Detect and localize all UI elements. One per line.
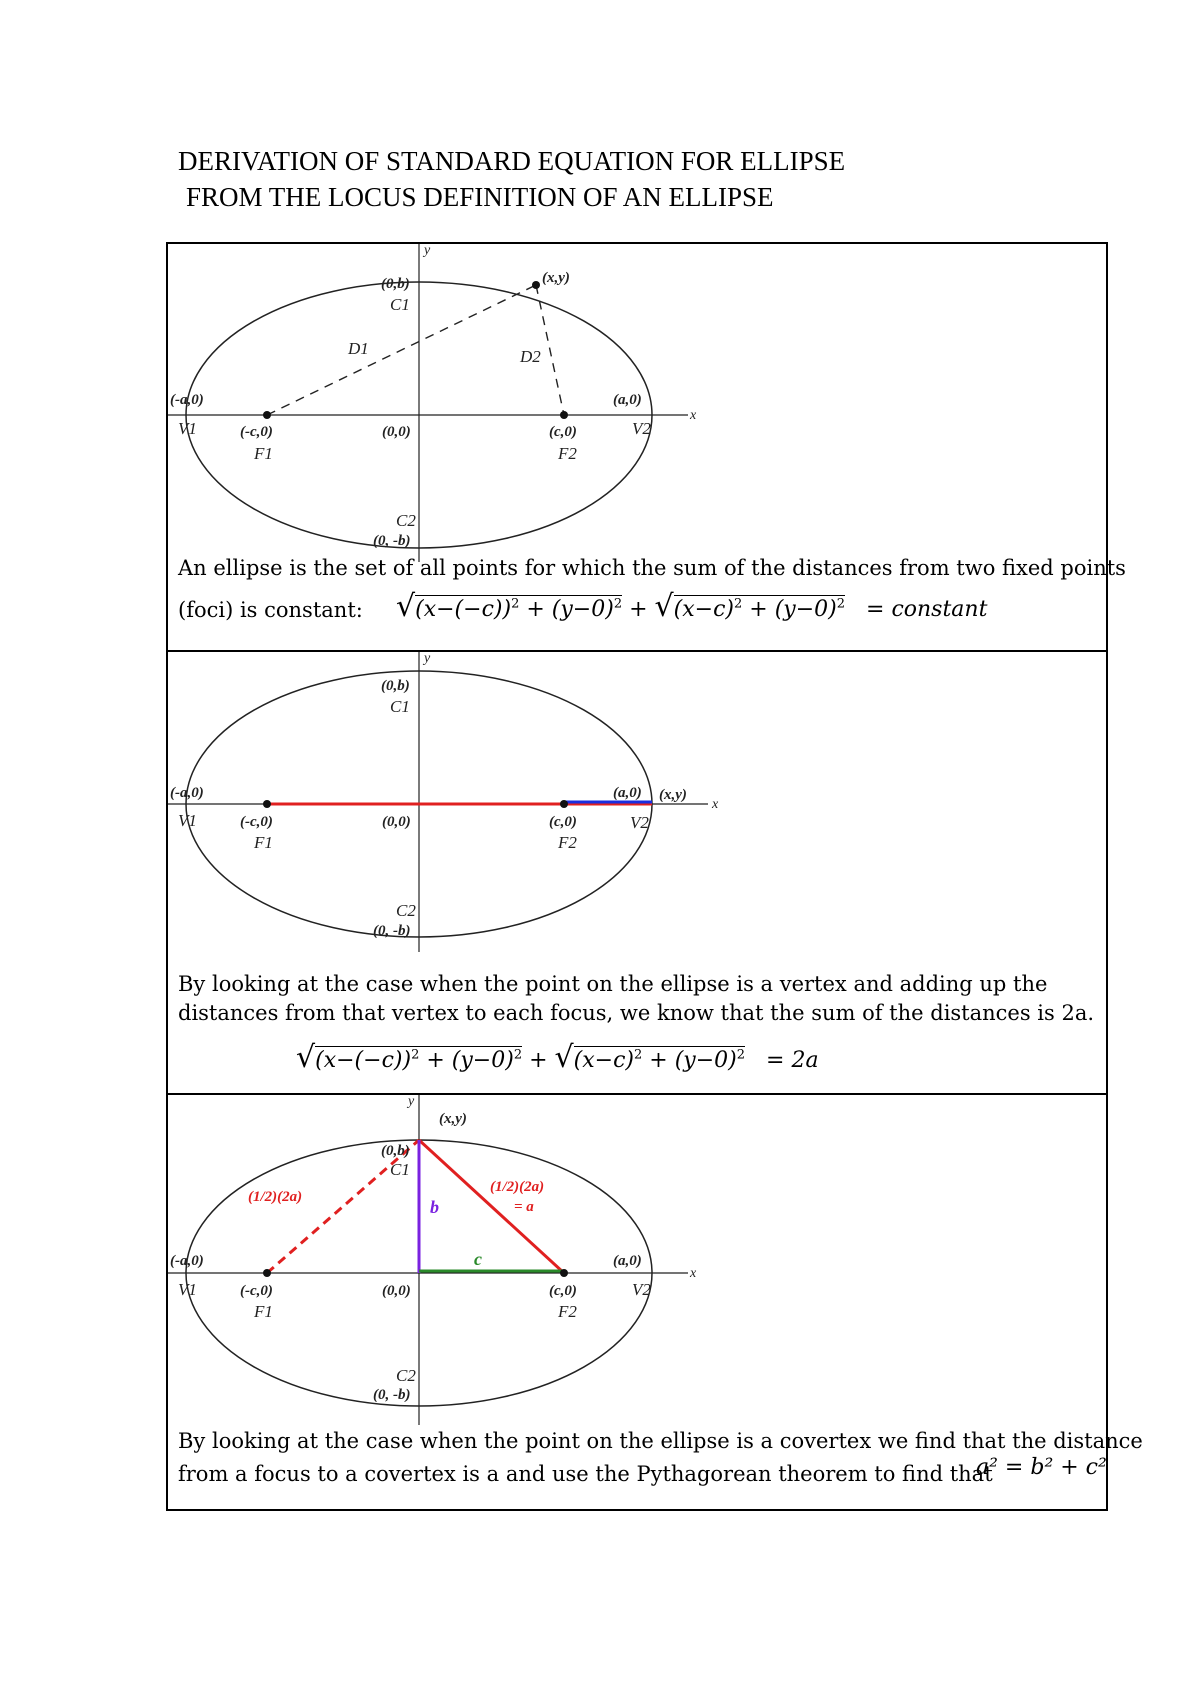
- origin-label: (0,0): [382, 1283, 411, 1299]
- c1-label: C1: [390, 697, 410, 716]
- focus-f2-dot: [560, 800, 568, 808]
- v2-label: V2: [630, 813, 649, 832]
- panel3-text-line-2: from a focus to a covertex is a and use the Pythagorean theorem to find that: [178, 1462, 993, 1486]
- f2-label: F2: [558, 444, 577, 463]
- v2-label: V2: [632, 419, 651, 438]
- covertex-bottom-label: (0, -b): [373, 533, 411, 549]
- vertex-left-label: (-a,0): [170, 1253, 204, 1269]
- focus-left-label: (-c,0): [240, 424, 273, 440]
- half-2a-label-right: (1/2)(2a): [490, 1179, 545, 1195]
- c2-label: C2: [396, 901, 416, 920]
- covertex-top-label: (0,b): [381, 276, 410, 292]
- y-axis-label: y: [408, 1095, 415, 1109]
- point-xy-dot: [532, 281, 540, 289]
- point-xy-label: (x,y): [659, 787, 687, 803]
- point-xy-label: (x,y): [439, 1111, 467, 1127]
- covertex-bottom-label: (0, -b): [373, 923, 411, 939]
- focus-right-label: (c,0): [549, 814, 577, 830]
- focus-f2-dot: [560, 411, 568, 419]
- covertex-bottom-label: (0, -b): [373, 1387, 411, 1403]
- point-xy-label: (x,y): [542, 270, 570, 286]
- vertex-left-label: (-a,0): [170, 392, 204, 408]
- y-axis-label: y: [424, 652, 431, 666]
- v1-label: V1: [178, 811, 197, 830]
- panel1-text-line-2: (foci) is constant:: [178, 598, 363, 622]
- pythagorean-equation: [976, 1455, 1107, 1480]
- origin-label: (0,0): [382, 424, 411, 440]
- half-2a-label-left: (1/2)(2a): [248, 1189, 303, 1205]
- x-axis-label: x: [712, 797, 719, 812]
- focus-right-label: (c,0): [549, 424, 577, 440]
- focus-left-label: (-c,0): [240, 814, 273, 830]
- title-line-2: FROM THE LOCUS DEFINITION OF AN ELLIPSE: [186, 182, 774, 212]
- f2-label: F2: [558, 833, 577, 852]
- c2-label: C2: [396, 1366, 416, 1385]
- f1-label: F1: [254, 833, 273, 852]
- v1-label: V1: [178, 419, 197, 438]
- vertex-right-label: (a,0): [613, 392, 642, 408]
- x-axis-label: x: [690, 1266, 697, 1281]
- equals-a-label: = a: [514, 1199, 534, 1215]
- focus-f1-dot: [263, 411, 271, 419]
- pythagorean-equation-text: a² = b² + c²: [976, 1455, 1107, 1480]
- x-axis-label: x: [690, 408, 697, 423]
- distance-sum-2a-formula: $√(x-(-c))^2 + (y-0)^2 + √(x-c)^2 + (y-0)^2 = 2a$: [296, 1040, 819, 1075]
- vertex-left-label: (-a,0): [170, 785, 204, 801]
- panel1-text-line-1: An ellipse is the set of all points for which the sum of the distances from two fixed points: [178, 556, 1126, 580]
- c-label: c: [474, 1249, 482, 1269]
- covertex-top-label: (0,b): [381, 678, 410, 694]
- covertex-top-label: (0,b): [381, 1143, 410, 1159]
- c1-label: C1: [390, 295, 410, 314]
- focus-f1-dot: [263, 800, 271, 808]
- f1-label: F1: [254, 444, 273, 463]
- constant-rhs: = constant: [866, 597, 988, 622]
- c2-label: C2: [396, 511, 416, 530]
- panel3-text-line-1: By looking at the case when the point on the ellipse is a covertex we find that the distance: [178, 1429, 1143, 1453]
- distance-sum-formula: $√(x-(-c))^2 + (y-0)^2 + √(x-c)^2 + (y-0)^2$ = constant: [396, 589, 988, 624]
- focus-f2-dot: [560, 1269, 568, 1277]
- panel2-text-line-2: distances from that vertex to each focus, we know that the sum of the distances is 2a.: [178, 1001, 1095, 1025]
- c1-label: C1: [390, 1160, 410, 1179]
- f2-label: F2: [558, 1302, 577, 1321]
- panel-vertex-case: [166, 650, 1108, 1095]
- focus-right-label: (c,0): [549, 1283, 577, 1299]
- d2-label: D2: [520, 347, 541, 366]
- f1-label: F1: [254, 1302, 273, 1321]
- d1-label: D1: [348, 339, 369, 358]
- origin-label: (0,0): [382, 814, 411, 830]
- title-line-1: DERIVATION OF STANDARD EQUATION FOR ELLIPSE: [178, 146, 846, 176]
- panel2-text-line-1: By looking at the case when the point on the ellipse is a vertex and adding up the: [178, 972, 1048, 996]
- focus-f1-dot: [263, 1269, 271, 1277]
- b-label: b: [430, 1197, 439, 1217]
- y-axis-label: y: [424, 244, 431, 258]
- v2-label: V2: [632, 1280, 651, 1299]
- vertex-right-label: (a,0): [613, 785, 642, 801]
- focus-left-label: (-c,0): [240, 1283, 273, 1299]
- vertex-right-label: (a,0): [613, 1253, 642, 1269]
- panel-covertex-case: [166, 1093, 1143, 1511]
- two-a-rhs: = 2a: [766, 1048, 819, 1073]
- v1-label: V1: [178, 1280, 197, 1299]
- panel-locus-definition: [166, 242, 1126, 652]
